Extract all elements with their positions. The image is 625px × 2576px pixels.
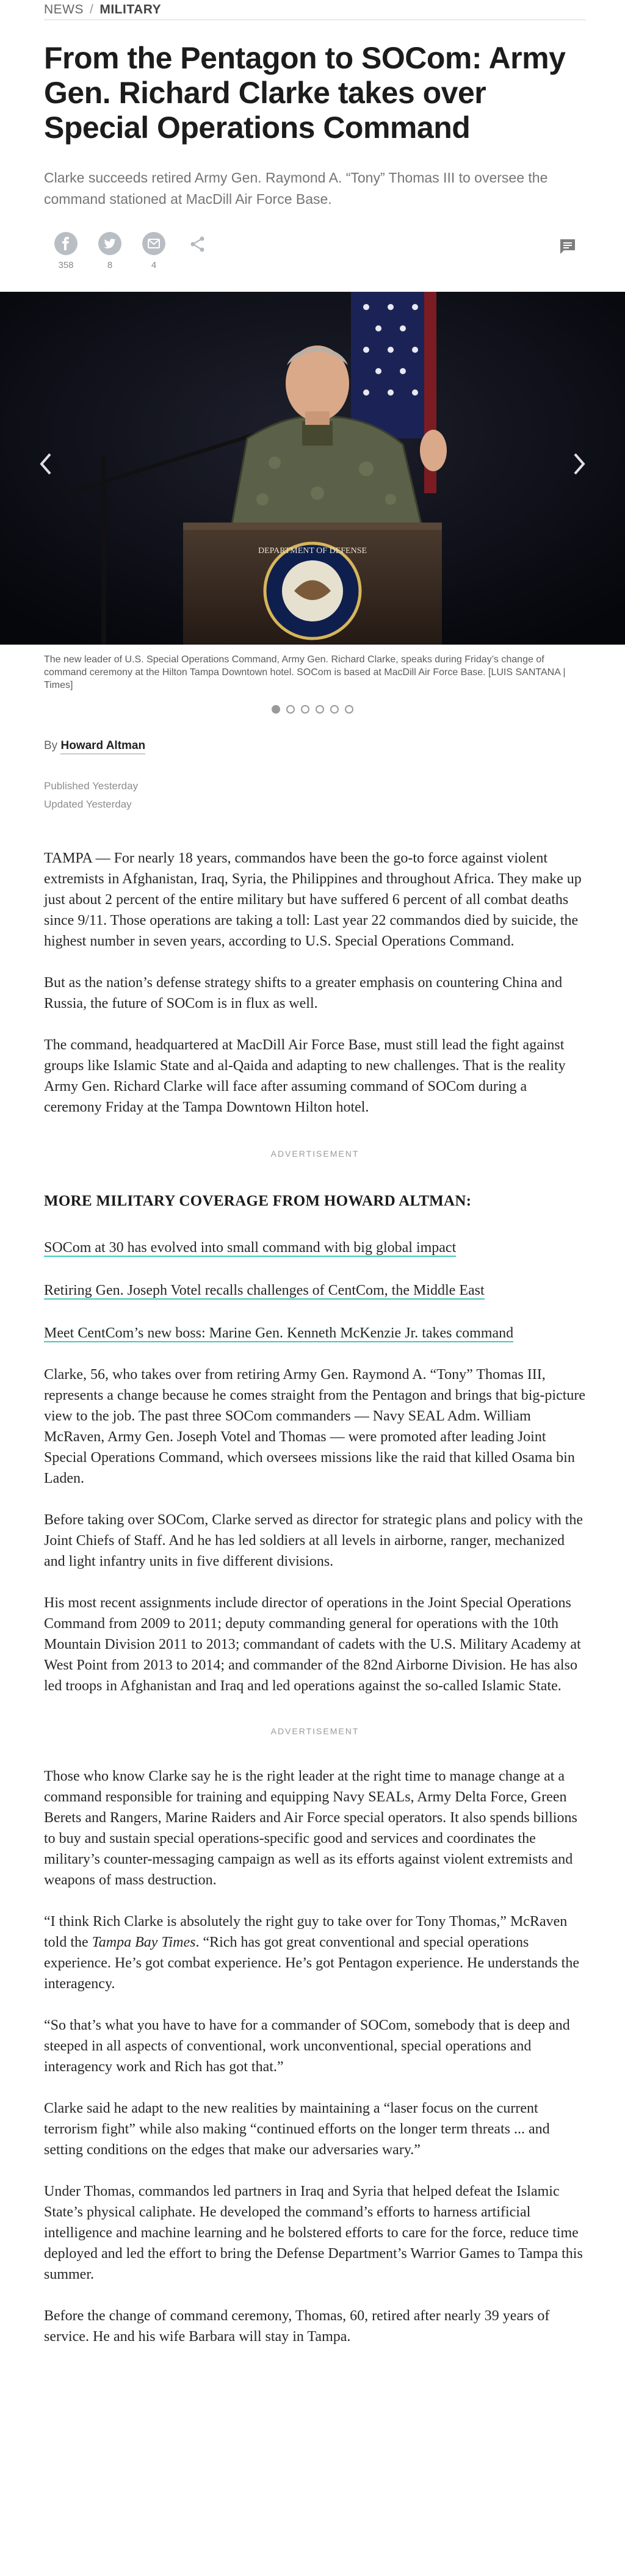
twitter-count: 8 bbox=[107, 260, 113, 270]
updated-date: Yesterday bbox=[85, 798, 132, 810]
chevron-right-icon[interactable] bbox=[573, 452, 587, 476]
slide-indicator bbox=[0, 705, 625, 714]
hero-image bbox=[0, 292, 625, 645]
byline-prefix: By bbox=[44, 739, 58, 752]
hero-photo bbox=[0, 292, 625, 645]
email-count: 4 bbox=[151, 260, 157, 270]
slide-dot-1[interactable] bbox=[272, 705, 280, 714]
slide-dot-3[interactable] bbox=[301, 705, 309, 714]
headline: From the Pentagon to SOCom: Army Gen. Richard Clarke takes over Special Operations Command bbox=[44, 41, 566, 145]
article-paragraph: Before the change of command ceremony, Thomas, 60, retired after nearly 39 years of service. He and his wife Barbara will stay in Tampa. bbox=[44, 2308, 550, 2345]
podium-text: DEPARTMENT OF DEFENSE bbox=[258, 546, 367, 555]
article-paragraph: The command, headquartered at MacDill Air Force Base, must still lead the fight against groups like Islamic State and al-Qaida and adapting to new challenges. That is the reality Army Gen. Richard Clarke will face after assuming command of SOCom during a ceremony Friday at the Tampa Downtown Hilton hotel. bbox=[44, 1037, 566, 1115]
next-slide-button[interactable] bbox=[568, 446, 592, 482]
advertisement-label: ADVERTISEMENT bbox=[270, 1149, 359, 1159]
article-paragraph: Under Thomas, commandos led partners in Iraq and Syria that helped defeat the Islamic State’s physical caliphate. He developed the command’s efforts to harness artificial intelligence and machine learning and he bolstered efforts to care for the force, reduce time deployed and led the effort to bring the Defense Department’s Warrior Games to Tampa this summer. bbox=[44, 2183, 583, 2282]
updated-label: Updated bbox=[44, 798, 84, 810]
share-bar bbox=[44, 232, 586, 275]
twitter-icon[interactable] bbox=[98, 232, 121, 255]
article-paragraph: But as the nation’s defense strategy shifts to a greater emphasis on countering China and Russia, the future of SOCom is in flux as well. bbox=[44, 975, 563, 1011]
facebook-icon[interactable] bbox=[54, 232, 78, 255]
twitter-share[interactable] bbox=[88, 232, 132, 270]
related-link-wrap bbox=[44, 1280, 586, 1301]
facebook-count: 358 bbox=[58, 260, 74, 270]
slide-dot-2[interactable] bbox=[286, 705, 295, 714]
slide-dot-6[interactable] bbox=[345, 705, 353, 714]
email-share[interactable] bbox=[132, 232, 176, 270]
related-link-votel[interactable]: Retiring Gen. Joseph Votel recalls challenges of CentCom, the Middle East bbox=[44, 1283, 485, 1298]
published-date: Yesterday bbox=[92, 780, 139, 792]
previous-slide-button[interactable] bbox=[33, 446, 57, 482]
published-label: Published bbox=[44, 780, 90, 792]
article-body bbox=[44, 848, 586, 2347]
article-paragraph: His most recent assignments include director of operations in the Joint Special Operations Command from 2009 to 2011; deputy commanding general for operations with the 10th Mountain Division 2011 to 2013; commandant of cadets with the U.S. Military Academy at West Point from 2013 to 2014; and commander of the 82nd Airborne Division. He has also led troops in Afghanistan and Iraq and led operations against the so-called Islamic State. bbox=[44, 1595, 581, 1694]
related-link-socom-30[interactable]: SOCom at 30 has evolved into small command with big global impact bbox=[44, 1240, 457, 1256]
related-link-wrap bbox=[44, 1237, 586, 1258]
breadcrumb-news-link[interactable]: NEWS bbox=[44, 2, 84, 16]
article-paragraph: Before taking over SOCom, Clarke served as director for strategic plans and policy with the Joint Chiefs of Staff. And he has led soldiers at all levels in airborne, ranger, mechanized and light infantry units in five different divisions. bbox=[44, 1512, 583, 1569]
more-coverage-heading: MORE MILITARY COVERAGE FROM HOWARD ALTMAN: bbox=[44, 1193, 472, 1209]
email-icon[interactable] bbox=[142, 232, 165, 255]
comments-icon[interactable] bbox=[558, 237, 577, 259]
article-paragraph: TAMPA — For nearly 18 years, commandos have been the go-to force against violent extremists in Afghanistan, Iraq, Syria, the Philippines and throughout Africa. They make up just about 2 percent of the entire military but have suffered 6 percent of all combat deaths since 9/11. Those operations are taking a toll: Last year 22 commandos died by suicide, the highest number in seven years, according to U.S. Special Operations Command. bbox=[44, 850, 582, 949]
article-paragraph: Clarke said he adapt to the new realities by maintaining a “laser focus on the current terrorism fight” while also making “continued efforts on the longer term threats ... and setting conditions on the edges that make our adversaries wary.” bbox=[44, 2100, 550, 2158]
breadcrumb bbox=[44, 0, 586, 20]
related-link-mckenzie[interactable]: Meet CentCom’s new boss: Marine Gen. Kenneth McKenzie Jr. takes command bbox=[44, 1325, 514, 1341]
chevron-left-icon[interactable] bbox=[38, 452, 52, 476]
breadcrumb-separator: / bbox=[90, 2, 94, 16]
advertisement-label: ADVERTISEMENT bbox=[270, 1726, 359, 1736]
breadcrumb-military-link[interactable]: MILITARY bbox=[99, 2, 162, 16]
publish-meta bbox=[44, 777, 586, 814]
share-icon[interactable] bbox=[176, 232, 220, 254]
byline bbox=[44, 739, 586, 753]
quote-text-start: “I think Rich Clarke is absolutely the right guy to take over for Tony Thomas,” McRaven told the bbox=[44, 1914, 568, 1950]
slide-dot-4[interactable] bbox=[316, 705, 324, 714]
article-paragraph: Clarke, 56, who takes over from retiring Army Gen. Raymond A. “Tony” Thomas III, represents a change because he comes straight from the Pentagon and brings that big-picture view to the job. The past three SOCom commanders — Navy SEAL Adm. William McRaven, Army Gen. Joseph Votel and Thomas — were promoted after leading Joint Special Operations Command, which oversees missions like the raid that killed Osama bin Laden. bbox=[44, 1367, 586, 1486]
photo-caption: The new leader of U.S. Special Operations Command, Army Gen. Richard Clarke, speaks during Friday’s change of command ceremony at the Hilton Tampa Downtown hotel. SOCom is based at MacDill Air Force Base. [LUIS SANTANA | Times] bbox=[44, 654, 566, 690]
publication-name: Tampa Bay Times bbox=[92, 1934, 196, 1950]
article-paragraph: “So that’s what you have to have for a commander of SOCom, somebody that is deep and steeped in all aspects of conventional, work unconventional, special operations and interagency work and Rich has got that.” bbox=[44, 2017, 570, 2075]
article-paragraph: Those who know Clarke say he is the right leader at the right time to manage change at a command responsible for training and equipping Navy SEALs, Army Delta Force, Green Berets and Rangers, Marine Raiders and Air Force special operators. It also spends billions to buy and sustain special operations-specific good and services and coordinates the military’s counter-messaging campaign as well as its efforts against violent extremists and weapons of mass destruction. bbox=[44, 1768, 577, 1888]
quote-text-end: . “Rich has got great conventional and special operations experience. He’s got combat experience. He’s got Pentagon experience. He understands the interagency. bbox=[44, 1934, 579, 1992]
slide-dot-5[interactable] bbox=[330, 705, 339, 714]
article-summary: Clarke succeeds retired Army Gen. Raymond A. “Tony” Thomas III to oversee the command stationed at MacDill Air Force Base. bbox=[44, 170, 548, 207]
related-link-wrap bbox=[44, 1323, 586, 1344]
article-paragraph bbox=[44, 1911, 586, 1994]
facebook-share[interactable] bbox=[44, 232, 88, 270]
author-link[interactable]: Howard Altman bbox=[60, 739, 145, 754]
